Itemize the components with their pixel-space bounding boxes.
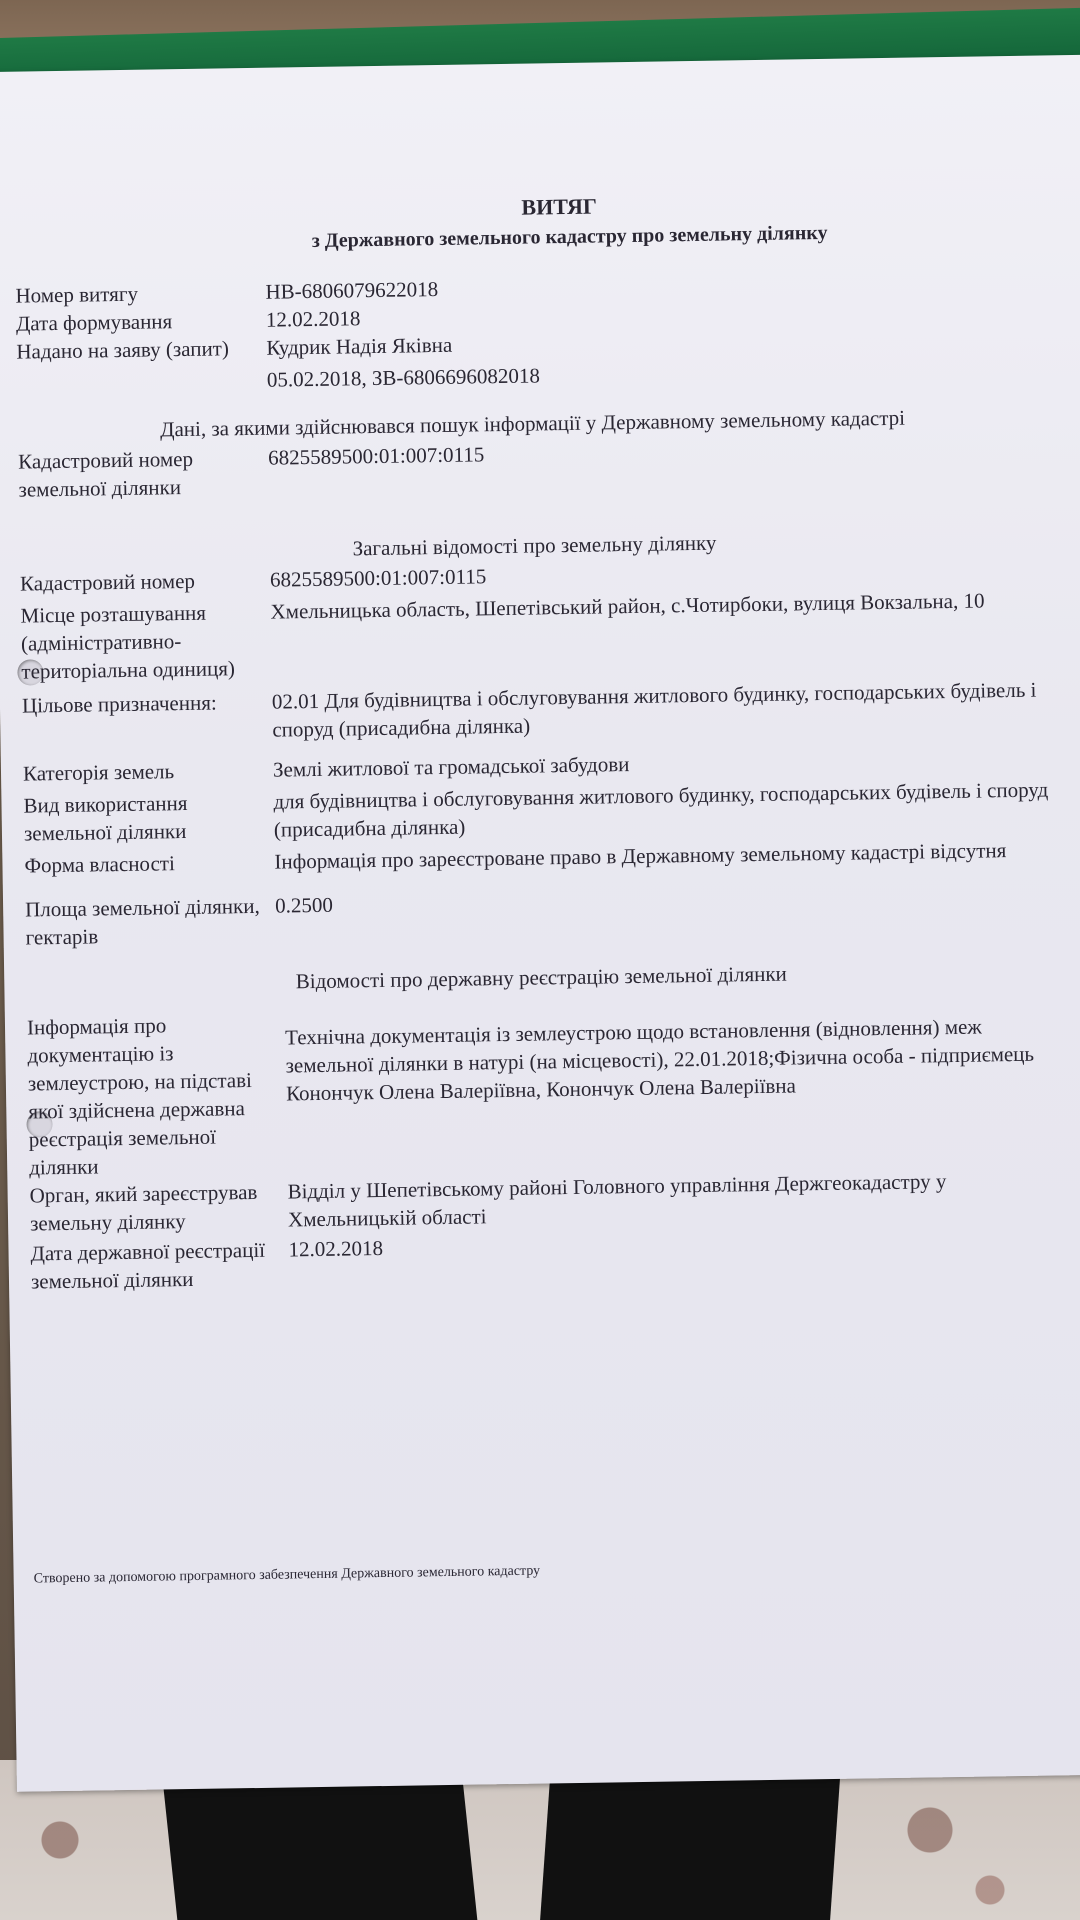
field-label: Вид використання земельної ділянки xyxy=(23,790,188,846)
general-fields xyxy=(20,553,1056,951)
right-leg xyxy=(539,1770,840,1920)
field-row xyxy=(27,997,1060,1181)
document-body xyxy=(14,185,1061,1295)
field-label: Надано на заяву (запит) xyxy=(16,336,230,364)
search-section-title: Дані, за якими здійснювався пошук інформації у Державному земельному кадастрі xyxy=(159,405,906,442)
field-label: Орган, який зареєстрував земельну ділянку xyxy=(29,1179,258,1236)
field-value: 05.02.2018, ЗВ-6806696082018 xyxy=(266,363,541,392)
field-row xyxy=(25,879,1056,951)
field-value: Кудрик Надія Яківна xyxy=(266,332,453,360)
field-value: НВ-6806079622018 xyxy=(265,276,439,304)
field-label: Інформація про документацію із землеустрою, на підставі якої здійснена державна реєстрація земельної ділянки xyxy=(26,1013,253,1180)
header-fields xyxy=(15,265,1047,397)
field-label: Місце розташування (адміністративно-територіальна одиниця) xyxy=(20,600,236,684)
field-value: Відділ у Шепетівському районі Головного управління Держгеокадастру у Хмельницькій області xyxy=(287,1169,947,1232)
registration-fields xyxy=(27,997,1061,1295)
document-subtitle: з Державного земельного кадастру про земельну ділянку xyxy=(311,221,828,252)
field-label xyxy=(17,366,267,370)
field-value: 6825589500:01:007:0115 xyxy=(269,564,487,592)
field-label: Кадастровий номер xyxy=(19,568,196,596)
field-row xyxy=(23,775,1054,847)
left-leg xyxy=(162,1770,479,1920)
document-footer: Створено за допомогою програмного забезпечення Державного земельного кадастру xyxy=(33,1563,541,1587)
field-value: Інформація про зареєстроване право в Державному земельному кадастрі відсутня xyxy=(274,838,1007,874)
field-value: 02.01 Для будівництва і обслуговування житлового будинку, господарських будівель і споруд (присадибна ділянка) xyxy=(271,677,1037,742)
field-value: для будівництва і обслуговування житлового будинку, господарських будівель і споруд (присадибна ділянка) xyxy=(273,777,1049,842)
general-section-title: Загальні відомості про земельну ділянку xyxy=(352,530,717,561)
field-label: Форма власності xyxy=(24,851,175,878)
field-label: Номер витягу xyxy=(15,281,139,308)
field-label: Категорія земель xyxy=(22,759,175,786)
field-label: Цільове призначення: xyxy=(21,690,217,718)
field-row xyxy=(22,675,1053,747)
document-title: ВИТЯГ xyxy=(521,193,598,220)
field-value: Хмельницька область, Шепетівський район, с.Чотирбоки, вулиця Вокзальна, 10 xyxy=(270,588,985,624)
field-label: Кадастровий номер земельної ділянки xyxy=(17,446,194,502)
field-value: 12.02.2018 xyxy=(265,306,361,332)
field-label: Дата формування xyxy=(15,309,173,336)
registration-section-title: Відомості про державну реєстрацію земельної ділянки xyxy=(295,961,788,994)
field-value: 12.02.2018 xyxy=(288,1235,384,1262)
field-value: Технічна документація із землеустрою щодо встановлення (відновлення) меж земельної ділянки в натурі (на місцевості), 22.01.2018;Фізична особа - підприємець Конончук Олена Валеріївна, Конончук Олена Валеріївна xyxy=(285,1014,1035,1106)
field-row xyxy=(20,585,1051,685)
field-label: Дата державної реєстрації земельної ділянки xyxy=(30,1237,266,1294)
field-value: 0.2500 xyxy=(274,892,334,918)
document-sheet xyxy=(0,55,1080,1792)
field-value: 6825589500:01:007:0115 xyxy=(267,442,485,470)
field-label: Площа земельної ділянки, гектарів xyxy=(24,893,260,950)
field-value: Землі житлової та громадської забудови xyxy=(272,752,630,782)
